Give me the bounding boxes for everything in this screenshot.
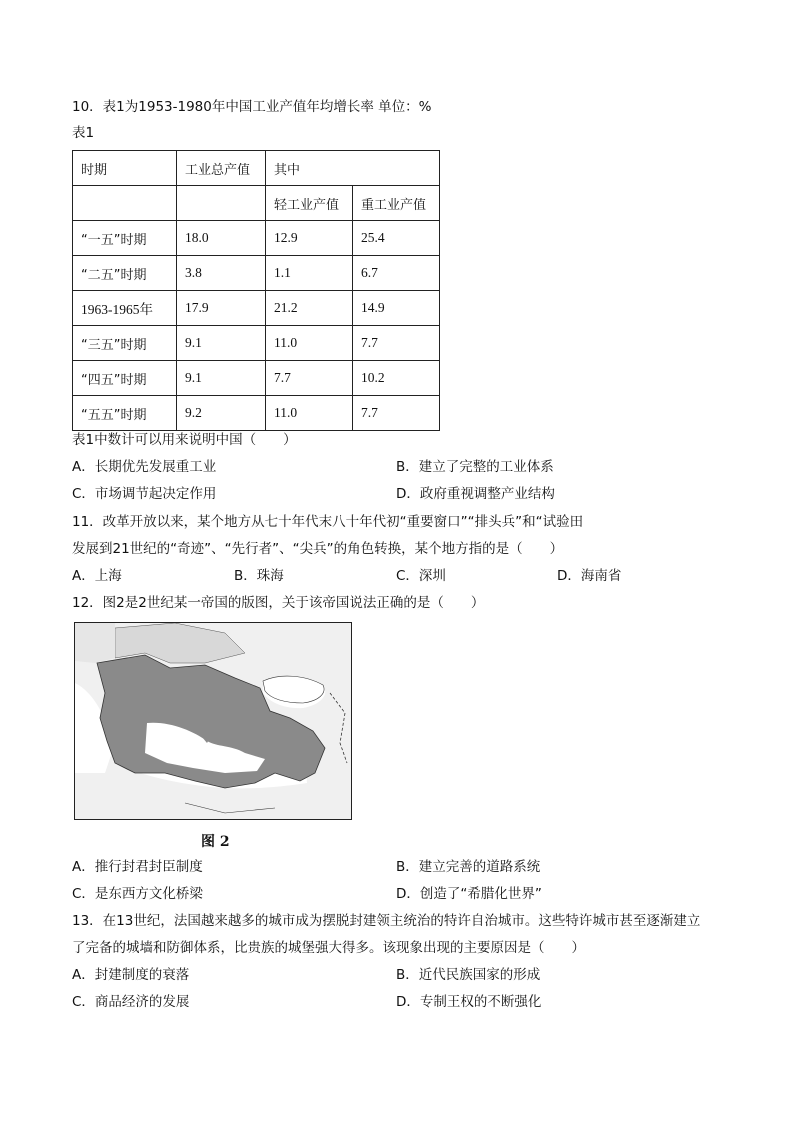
light-cell: 12.9 (266, 221, 353, 256)
header-heavy: 重工业产值 (353, 186, 440, 221)
q10-option-a[interactable]: A．长期优先发展重工业 (72, 459, 217, 475)
q11-stem-line1: 11．改革开放以来，某个地方从七十年代末八十年代初“重要窗口”“排头兵”和“试验田 (72, 514, 584, 530)
heavy-cell: 14.9 (353, 291, 440, 326)
q12-option-b[interactable]: B．建立完善的道路系统 (396, 859, 541, 875)
period-cell: “二五”时期 (73, 256, 177, 291)
q13-option-a[interactable]: A．封建制度的衰落 (72, 967, 190, 983)
q11-option-a[interactable]: A．上海 (72, 568, 122, 584)
table-row (73, 361, 440, 396)
figure-2-label: 图 2 (201, 834, 230, 850)
header-light: 轻工业产值 (266, 186, 353, 221)
header-total: 工业总产值 (177, 151, 266, 186)
heavy-cell: 7.7 (353, 396, 440, 431)
growth-rate-table (72, 150, 440, 431)
q10-option-d[interactable]: D．政府重视调整产业结构 (396, 486, 555, 502)
q12-option-a[interactable]: A．推行封君封臣制度 (72, 859, 203, 875)
q13-option-d[interactable]: D．专制王权的不断强化 (396, 994, 542, 1010)
period-cell: “三五”时期 (73, 326, 177, 361)
table-row (73, 256, 440, 291)
table-row (73, 291, 440, 326)
light-cell: 11.0 (266, 326, 353, 361)
total-cell: 9.2 (177, 396, 266, 431)
q10-question: 表1中数计可以用来说明中国（ ） (72, 432, 297, 448)
q11-option-b[interactable]: B．珠海 (234, 568, 284, 584)
q11-stem-line2: 发展到21世纪的“奇迹”、“先行者”、“尖兵”的角色转换，某个地方指的是（ ） (72, 541, 564, 557)
heavy-cell: 7.7 (353, 326, 440, 361)
total-cell: 9.1 (177, 361, 266, 396)
heavy-cell: 6.7 (353, 256, 440, 291)
light-cell: 21.2 (266, 291, 353, 326)
table-row (73, 326, 440, 361)
q13-stem-line2: 了完备的城墙和防御体系，比贵族的城堡强大得多。该现象出现的主要原因是（ ） (72, 940, 585, 956)
roman-empire-map (74, 622, 352, 820)
q10-option-b[interactable]: B．建立了完整的工业体系 (396, 459, 554, 475)
q13-option-c[interactable]: C．商品经济的发展 (72, 994, 190, 1010)
heavy-cell: 25.4 (353, 221, 440, 256)
total-cell: 3.8 (177, 256, 266, 291)
q12-option-c[interactable]: C．是东西方文化桥梁 (72, 886, 203, 902)
light-cell: 1.1 (266, 256, 353, 291)
q12-stem: 12．图2是2世纪某一帝国的版图，关于该帝国说法正确的是（ ） (72, 595, 485, 611)
table-subheader-row (73, 186, 440, 221)
q10-option-c[interactable]: C．市场调节起决定作用 (72, 486, 217, 502)
q11-option-c[interactable]: C．深圳 (396, 568, 446, 584)
table-header-row (73, 151, 440, 186)
q10-stem: 10．表1为1953-1980年中国工业产值年均增长率 单位：% (72, 99, 432, 115)
q13-stem-line1: 13．在13世纪，法国越来越多的城市成为摆脱封建领主统治的特许自治城市。这些特许城市甚至逐渐建立 (72, 913, 701, 929)
table-row (73, 396, 440, 431)
total-cell: 9.1 (177, 326, 266, 361)
header-of-which: 其中 (266, 151, 440, 186)
period-cell: “五五”时期 (73, 396, 177, 431)
table-row (73, 221, 440, 256)
table-caption: 表1 (72, 125, 95, 141)
period-cell: “一五”时期 (73, 221, 177, 256)
light-cell: 7.7 (266, 361, 353, 396)
light-cell: 11.0 (266, 396, 353, 431)
header-period: 时期 (73, 151, 177, 186)
period-cell: “四五”时期 (73, 361, 177, 396)
q11-option-d[interactable]: D．海南省 (557, 568, 622, 584)
q12-option-d[interactable]: D．创造了“希腊化世界” (396, 886, 542, 902)
heavy-cell: 10.2 (353, 361, 440, 396)
total-cell: 17.9 (177, 291, 266, 326)
period-cell: 1963-1965年 (73, 291, 177, 326)
blank-cell (177, 186, 266, 221)
empire-map-graphic (75, 623, 351, 819)
blank-cell (73, 186, 177, 221)
q13-option-b[interactable]: B．近代民族国家的形成 (396, 967, 541, 983)
total-cell: 18.0 (177, 221, 266, 256)
